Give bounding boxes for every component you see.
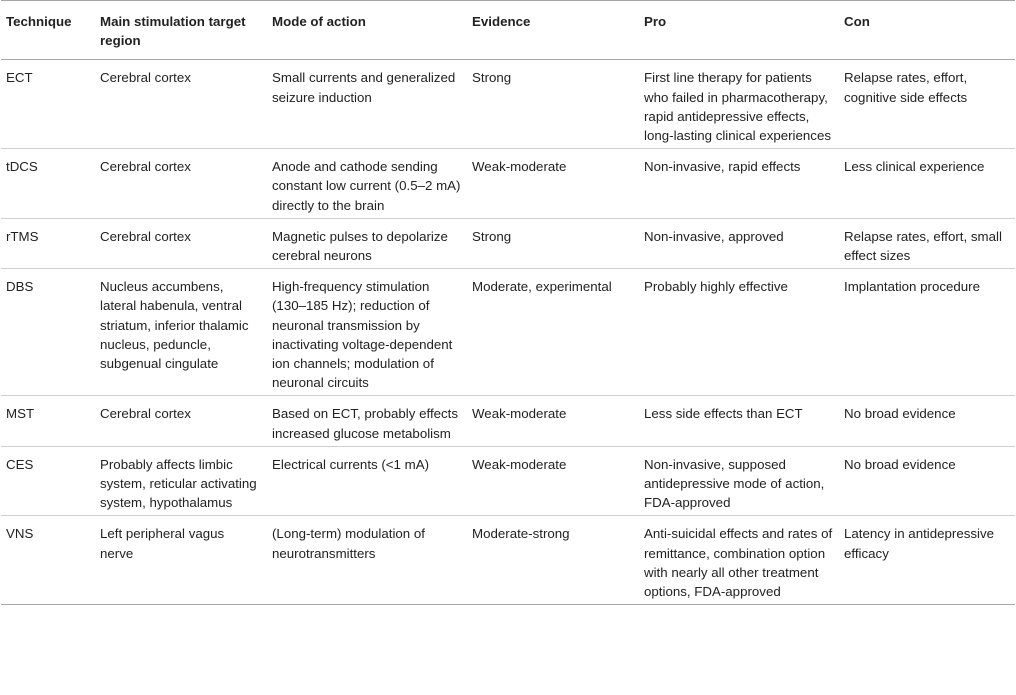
cell-mode-of-action: (Long-term) modulation of neurotransmitters: [272, 526, 425, 561]
header-evidence: Evidence: [472, 14, 531, 29]
table-row: [1, 446, 1015, 516]
cell-con: No broad evidence: [844, 456, 956, 472]
cell-target-region: Cerebral cortex: [100, 406, 191, 422]
cell-pro: Anti-suicidal effects and rates of remittance, combination option with nearly all other treatment options, FDA-approved: [644, 526, 833, 600]
cell-mode-of-action: Small currents and generalized seizure induction: [272, 70, 456, 105]
cell-evidence: Moderate, experimental: [472, 279, 612, 295]
cell-con: Implantation procedure: [844, 279, 981, 295]
cell-mode-of-action: Based on ECT, probably effects increased glucose metabolism: [272, 406, 459, 441]
header-pro: Pro: [644, 14, 667, 29]
cell-target-region: Probably affects limbic system, reticular activating system, hypothalamus: [100, 456, 257, 511]
cell-con: Relapse rates, effort, small effect sizes: [844, 228, 1002, 264]
header-con: Con: [844, 14, 870, 29]
stimulation-techniques-table: [1, 0, 1015, 605]
cell-target-region: Nucleus accumbens, lateral habenula, ventral striatum, inferior thalamic nucleus, peduncle, subgenual cingulate: [100, 279, 249, 372]
cell-evidence: Strong: [472, 228, 512, 244]
cell-mode-of-action: Electrical currents (<1 mA): [272, 456, 430, 472]
table-row: [1, 60, 1015, 149]
cell-con: No broad evidence: [844, 406, 956, 422]
cell-mode-of-action: High-frequency stimulation (130–185 Hz); reduction of neuronal transmission by inactivating voltage-dependent ion channels; modulation of neuronal circuits: [272, 279, 453, 391]
cell-evidence: Weak-moderate: [472, 159, 567, 175]
table-header: [1, 1, 1015, 60]
cell-pro: Less side effects than ECT: [644, 406, 803, 422]
cell-con: Less clinical experience: [844, 159, 985, 175]
header-target-region: Main stimulation target region: [100, 14, 246, 49]
cell-pro: Non-invasive, approved: [644, 228, 784, 244]
header-mode-of-action: Mode of action: [272, 14, 366, 29]
cell-target-region: Cerebral cortex: [100, 228, 191, 244]
cell-evidence: Weak-moderate: [472, 456, 567, 472]
cell-con: Latency in antidepressive efficacy: [844, 526, 995, 561]
cell-technique: ECT: [6, 70, 33, 86]
cell-con: Relapse rates, effort, cognitive side effects: [844, 70, 968, 105]
cell-pro: Probably highly effective: [644, 279, 788, 295]
cell-target-region: Left peripheral vagus nerve: [100, 526, 225, 561]
table-row: [1, 396, 1015, 446]
cell-pro: Non-invasive, supposed antidepressive mode of action, FDA-approved: [644, 456, 825, 511]
table-row: [1, 149, 1015, 219]
table-row: [1, 218, 1015, 268]
cell-mode-of-action: Anode and cathode sending constant low current (0.5–2 mA) directly to the brain: [272, 159, 461, 213]
cell-technique: MST: [6, 406, 35, 422]
header-row: [1, 1, 1015, 60]
cell-mode-of-action: Magnetic pulses to depolarize cerebral neurons: [272, 228, 448, 264]
table-row: [1, 269, 1015, 396]
cell-technique: rTMS: [6, 228, 39, 244]
cell-technique: CES: [6, 456, 34, 472]
table-row: [1, 516, 1015, 605]
cell-technique: VNS: [6, 526, 34, 542]
cell-pro: First line therapy for patients who failed in pharmacotherapy, rapid antidepressive effects, long-lasting clinical experiences: [644, 70, 831, 144]
header-technique: Technique: [6, 14, 72, 29]
cell-target-region: Cerebral cortex: [100, 70, 191, 86]
cell-evidence: Strong: [472, 70, 512, 86]
cell-technique: DBS: [6, 279, 34, 295]
cell-technique: tDCS: [6, 159, 38, 175]
cell-target-region: Cerebral cortex: [100, 159, 191, 175]
cell-evidence: Moderate-strong: [472, 526, 570, 542]
cell-pro: Non-invasive, rapid effects: [644, 159, 801, 175]
cell-evidence: Weak-moderate: [472, 406, 567, 422]
table-body: [1, 60, 1015, 605]
